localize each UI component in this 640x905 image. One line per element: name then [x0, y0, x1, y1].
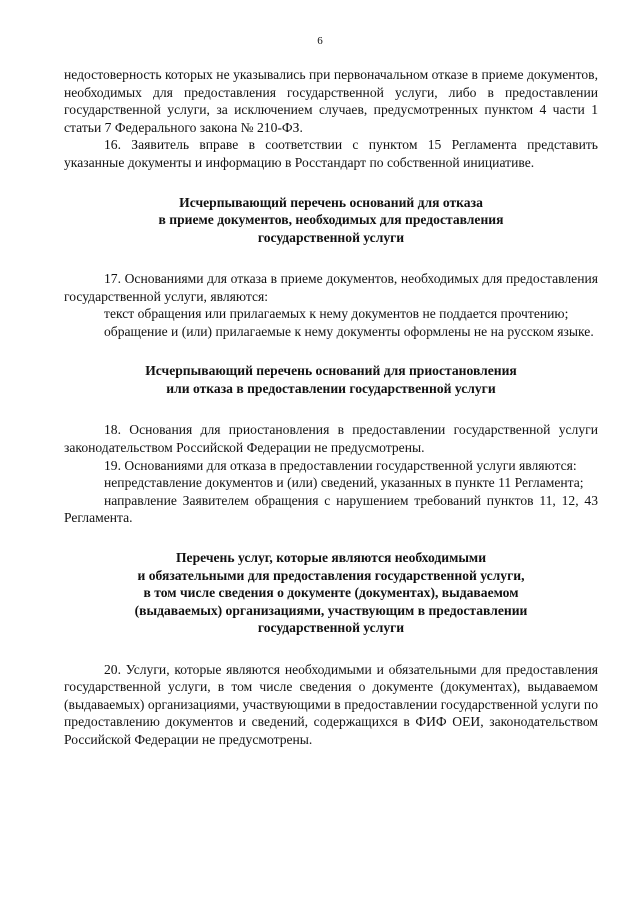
section-heading-line: государственной услуги	[257, 620, 405, 635]
section-spacer	[64, 246, 598, 270]
section-heading-line: Исчерпывающий перечень оснований для приостановления	[145, 363, 517, 379]
paragraph: 16. Заявитель вправе в соответствии с пунктом 15 Регламента представить указанные документы и информацию в Росстандарт по собственной инициативе.	[64, 137, 598, 170]
paragraph: направление Заявителем обращения с нарушением требований пунктов 11, 12, 43 Регламента.	[64, 492, 598, 526]
section-heading-line: (выдаваемых) организациями, участвующим в предоставлении	[134, 602, 528, 618]
paragraph: 19. Основаниями для отказа в предоставлении государственной услуги являются:	[104, 457, 577, 473]
section-heading-line: Перечень услуг, которые являются необходимыми	[175, 550, 487, 565]
section-spacer	[64, 340, 598, 362]
section-spacer	[64, 397, 598, 421]
section-heading-line: в приеме документов, необходимых для предоставления	[158, 212, 504, 228]
section-heading-line: в том числе сведения о документе (документах), выдаваемом	[143, 585, 519, 600]
paragraph: обращение и (или) прилагаемые к нему документы оформлены не на русском языке.	[104, 323, 594, 339]
section-heading-line: или отказа в предоставлении государственной услуги	[166, 380, 496, 396]
paragraph: недостоверность которых не указывались при первоначальном отказе в приеме документов, необходимых для предоставления государственной услуги, либо в предоставлении государственной услуги, за исключением случаев, предусмотренных пунктом 4 части 1 статьи 7 Федерального закона № 210-ФЗ.	[64, 67, 598, 135]
section-heading-line: и обязательными для предоставления государственной услуги,	[137, 567, 525, 583]
section-heading	[64, 194, 598, 247]
paragraph: 20. Услуги, которые являются необходимыми и обязательными для предоставления государственной услуги, в том числе сведения о документе (документах), выдаваемом (выдаваемых) организациями, участвующими в предоставлении государственной услуги по предоставлению документов и сведений, содержащихся в ФИФ ОЕИ, законодательством Российской Федерации не предусмотрены.	[64, 661, 598, 747]
section-spacer	[64, 527, 598, 549]
document-body	[64, 66, 598, 748]
section-heading	[64, 362, 598, 397]
paragraph: непредставление документов и (или) сведений, указанных в пункте 11 Регламента;	[104, 475, 584, 491]
section-heading-line: Исчерпывающий перечень оснований для отказа	[179, 194, 483, 210]
section-spacer	[64, 637, 598, 661]
paragraph: 17. Основаниями для отказа в приеме документов, необходимых для предоставления государственной услуги, являются:	[64, 271, 598, 304]
paragraph: текст обращения или прилагаемых к нему документов не поддается прочтению;	[104, 306, 569, 322]
page-number: 6	[317, 35, 323, 47]
section-spacer	[64, 172, 598, 194]
section-heading-line: государственной услуги	[257, 229, 405, 245]
section-heading	[64, 549, 598, 637]
paragraph: 18. Основания для приостановления в предоставлении государственной услуги законодательством Российской Федерации не предусмотрены.	[64, 422, 598, 456]
